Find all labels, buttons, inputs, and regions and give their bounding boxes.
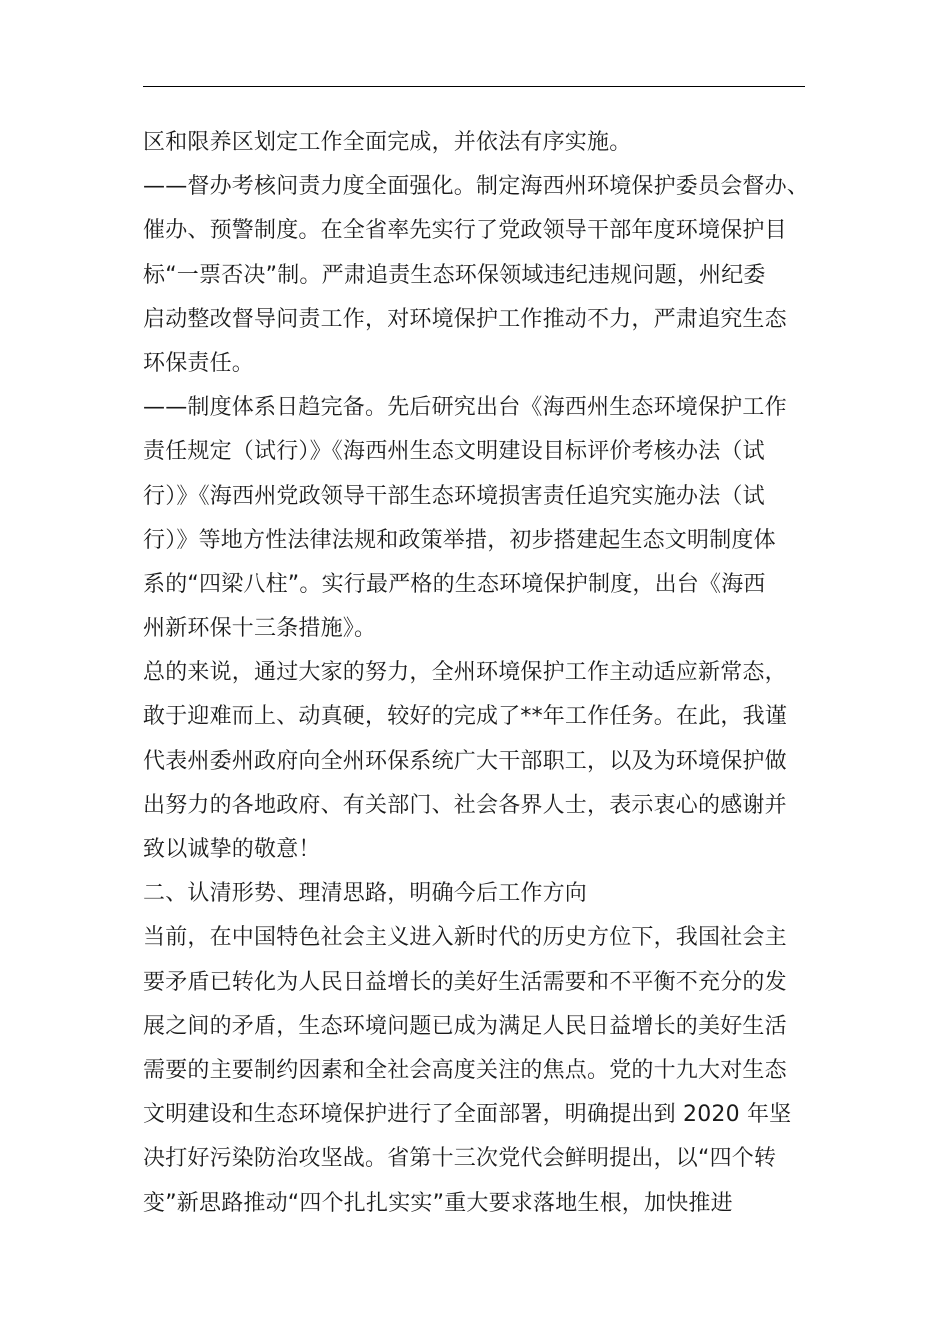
text-line: 展之间的矛盾，生态环境问题已成为满足人民日益增长的美好生活: [143, 1013, 787, 1039]
text-line: 当前，在中国特色社会主义进入新时代的历史方位下，我国社会主: [143, 925, 787, 951]
body-text: [143, 121, 809, 1226]
text-line: 行）》《海西州党政领导干部生态环境损害责任追究实施办法（试: [143, 483, 765, 509]
text-line: 州新环保十三条措施》。: [143, 616, 377, 642]
text-line: 代表州委州政府向全州环保系统广大干部职工，以及为环境保护做: [143, 748, 787, 774]
section-heading: 二、认清形势、理清思路，明确今后工作方向: [143, 881, 588, 907]
text-line: 催办、预警制度。在全省率先实行了党政领导干部年度环境保护目: [143, 218, 787, 244]
text-line: 启动整改督导问责工作，对环境保护工作推动不力，严肃追究生态: [143, 306, 787, 332]
text-line: 责任规定（试行）》《海西州生态文明建设目标评价考核办法（试: [143, 439, 765, 465]
text-line: 总的来说，通过大家的努力，全州环境保护工作主动适应新常态，: [143, 660, 787, 686]
text-line: 敢于迎难而上、动真硬，较好的完成了**年工作任务。在此，我谨: [143, 704, 788, 730]
text-line: 变”新思路推动“四个扎扎实实”重大要求落地生根，加快推进: [143, 1190, 733, 1216]
text-line: 要矛盾已转化为人民日益增长的美好生活需要和不平衡不充分的发: [143, 969, 787, 995]
text-line: 行）》等地方性法律法规和政策举措，初步搭建起生态文明制度体: [143, 527, 776, 553]
text-line: 决打好污染防治攻坚战。省第十三次党代会鲜明提出，以“四个转: [143, 1146, 777, 1172]
text-line: 致以诚挚的敬意！: [143, 837, 321, 862]
text-line: 需要的主要制约因素和全社会高度关注的焦点。党的十九大对生态: [143, 1057, 787, 1083]
header-rule: [143, 86, 805, 87]
text-line: 区和限养区划定工作全面完成，并依法有序实施。: [143, 130, 632, 155]
text-line: ——制度体系日趋完备。先后研究出台《海西州生态环境保护工作: [143, 395, 787, 421]
text-line: 文明建设和生态环境保护进行了全面部署，明确提出到 2020 年坚: [143, 1102, 792, 1128]
text-line: 标“一票否决”制。严肃追责生态环保领域违纪违规问题，州纪委: [143, 262, 766, 288]
text-line: ——督办考核问责力度全面强化。制定海西州环境保护委员会督办、: [143, 174, 810, 200]
text-line: 出努力的各地政府、有关部门、社会各界人士，表示衷心的感谢并: [143, 792, 787, 818]
text-line: 系的“四梁八柱”。实行最严格的生态环境保护制度，出台《海西: [143, 571, 766, 597]
text-line: 环保责任。: [143, 350, 255, 376]
